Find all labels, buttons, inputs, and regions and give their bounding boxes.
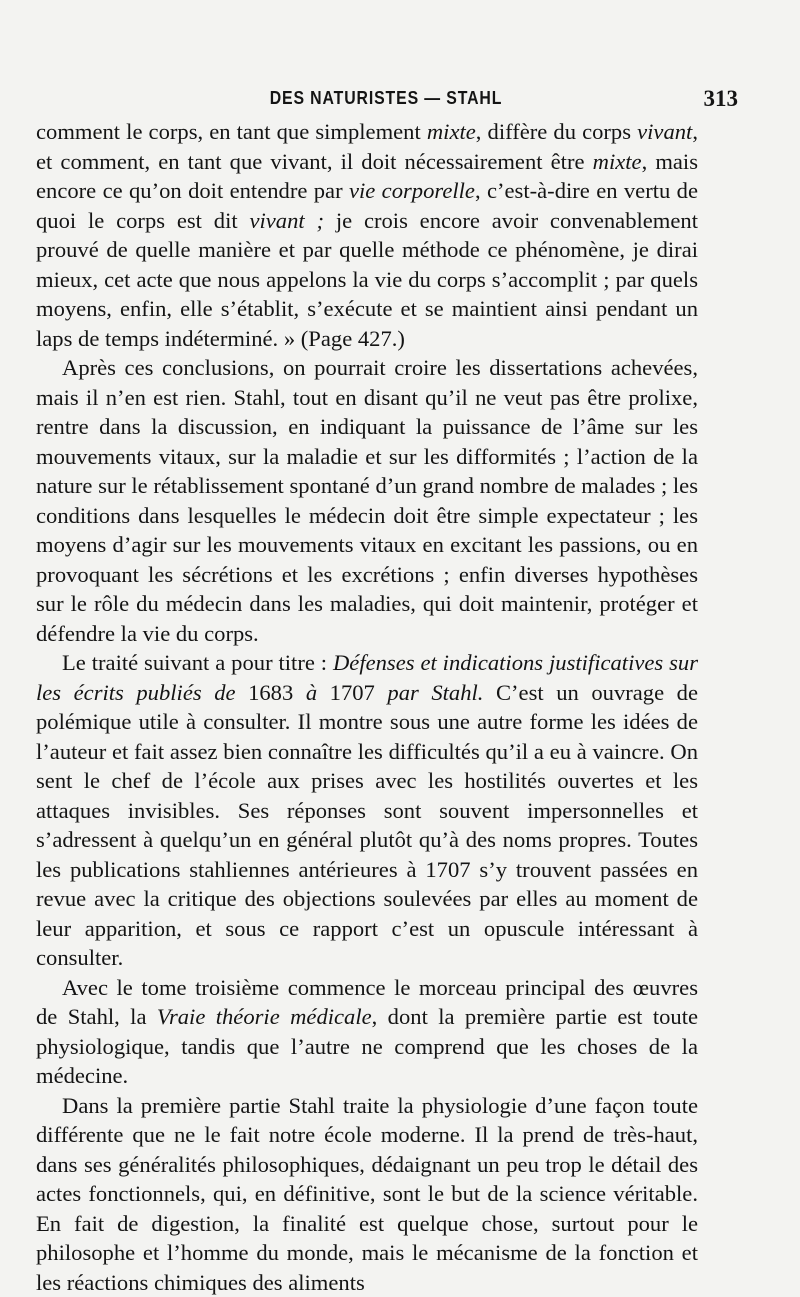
text-segment: 1683 — [236, 680, 306, 705]
paragraph-5 — [36, 1091, 698, 1297]
paragraph-2 — [36, 353, 698, 648]
text-segment: C’est un ouvrage de polémique utile à consulter. Il montre sous une autre forme les idées de l’auteur et fait assez bien connaître les difficultés qu’il a eu à vaincre. On sent le chef de l’école aux prises avec les hostilités ouvertes et les attaques invisibles. Ses réponses sont souvent impersonnelles et s’adressent à quelqu’un en général plutôt qu’à des noms propres. Toutes les publications stahliennes antérieures à 1707 s’y trouvent passées en revue avec la critique des objections soulevées par elles au moment de leur apparition, et sous ce rapport c’est un opuscule intéressant à consulter. — [36, 680, 698, 971]
italic-segment: Vraie théorie médicale — [157, 1004, 372, 1029]
body-text — [36, 117, 698, 1297]
text-segment: Dans la première partie Stahl traite la physiologie d’une façon toute différente que ne le fait notre école moderne. Il la prend de très-haut, dans ses généralités philosophiques, dédaignant un peu trop le détail des actes fonctionnels, qui, en définitive, sont le but de la science véritable. En fait de digestion, la finalité est quelque chose, surtout pour le philosophe et l’homme du monde, mais le mécanisme de la fonction et les réactions chimiques des aliments — [36, 1093, 698, 1295]
paragraph-4 — [36, 973, 698, 1091]
paragraph-1 — [36, 117, 698, 353]
text-segment: comment le corps, en tant que simplement — [36, 119, 427, 144]
italic-segment: à — [306, 680, 317, 705]
italic-segment: mixte — [593, 149, 642, 174]
text-segment: , et comment, en tant que vivant, il doit nécessairement être — [36, 119, 698, 174]
text-segment: , c’est-à-dire en vertu de quoi le corps est dit — [36, 178, 698, 233]
italic-segment: mixte — [427, 119, 476, 144]
italic-segment: Défenses et indications justificatives sur les écrits publiés de — [36, 650, 698, 705]
text-segment: je crois encore avoir convenablement prouvé de quelle manière et par quelle méthode ce phénomène, je dirai mieux, cet acte que nous appelons la vie du corps s’accomplit ; par quels moyens, enfin, elle s’établit, s’exécute et se maintient ainsi pendant un laps de temps indéterminé. » (Page 427.) — [36, 208, 698, 351]
italic-segment: vie corporelle — [349, 178, 475, 203]
text-segment: , mais encore ce qu’on doit entendre par — [36, 149, 698, 204]
text-segment: , dont la première partie est toute physiologique, tandis que l’autre ne comprend que les choses de la médecine. — [36, 1004, 698, 1088]
italic-segment: par Stahl. — [387, 680, 483, 705]
running-head: DES NATURISTES — STAHL — [78, 88, 694, 109]
paragraph-3 — [36, 648, 698, 973]
page-header — [36, 88, 736, 112]
page-number: 313 — [704, 86, 739, 112]
text-segment: Après ces conclusions, on pourrait croire les dissertations achevées, mais il n’en est rien. Stahl, tout en disant qu’il ne veut pas être prolixe, rentre dans la discussion, en indiquant la puissance de l’âme sur les mouvements vitaux, sur la maladie et sur les difformités ; l’action de la nature sur le rétablissement spontané d’un grand nombre de malades ; les conditions dans lesquelles le médecin doit être simple expectateur ; les moyens d’agir sur les mouvements vitaux en excitant les passions, ou en provoquant les sécrétions et les excrétions ; enfin diverses hypothèses sur le rôle du médecin dans les maladies, qui doit maintenir, protéger et défendre la vie du corps. — [36, 355, 698, 646]
italic-segment: vivant — [637, 119, 692, 144]
text-segment: Le traité suivant a pour titre : — [62, 650, 333, 675]
text-segment: Avec le tome troisième commence le morceau principal des œuvres de Stahl, la — [36, 975, 698, 1030]
text-segment: 1707 — [317, 680, 387, 705]
italic-segment: vivant ; — [249, 208, 324, 233]
text-segment: , diffère du corps — [476, 119, 637, 144]
